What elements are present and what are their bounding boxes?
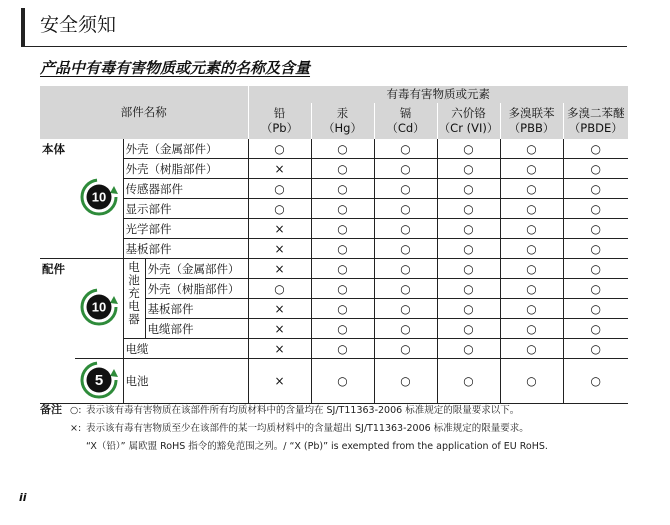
value-cell: ○ (248, 279, 311, 299)
value-cell: ○ (437, 139, 500, 159)
value-cell: × (248, 259, 311, 279)
value-cell: × (248, 319, 311, 339)
value-cell: ○ (500, 339, 563, 359)
value-cell: × (248, 219, 311, 239)
value-cell: ○ (437, 299, 500, 319)
value-cell: ○ (563, 319, 628, 339)
table-row (40, 239, 628, 259)
value-cell: × (248, 239, 311, 259)
value-cell: ○ (311, 219, 374, 239)
value-cell: × (248, 359, 311, 404)
table-row (40, 359, 628, 404)
value-cell: ○ (437, 259, 500, 279)
value-cell: ○ (311, 299, 374, 319)
part-name: 外壳（金属部件） (145, 259, 248, 279)
svg-text:10: 10 (91, 189, 106, 205)
svg-text:5: 5 (94, 371, 103, 389)
value-cell: ○ (437, 319, 500, 339)
value-cell: ○ (500, 279, 563, 299)
part-name: 传感器部件 (123, 179, 248, 199)
value-cell: ○ (311, 179, 374, 199)
value-cell: ○ (437, 179, 500, 199)
part-name: 外壳（树脂部件） (123, 159, 248, 179)
header-accent-bar (21, 8, 25, 46)
value-cell: ○ (563, 179, 628, 199)
notes-section (40, 401, 660, 456)
value-cell: ○ (500, 299, 563, 319)
substances-header: 有毒有害物质或元素 (248, 86, 628, 103)
value-cell: ○ (563, 239, 628, 259)
value-cell: ○ (374, 239, 437, 259)
note-exemption (40, 438, 660, 456)
value-cell: ○ (248, 179, 311, 199)
substance-header-cadmium: 镉 （Cd） (374, 103, 437, 139)
value-cell: ○ (437, 279, 500, 299)
battery-charger-label: 电 池 充 电 器 (123, 259, 145, 339)
eco-period-10-logo (75, 139, 123, 259)
value-cell: ○ (500, 199, 563, 219)
value-cell: ○ (311, 159, 374, 179)
value-cell: ○ (437, 159, 500, 179)
value-cell: ○ (563, 279, 628, 299)
part-name: 显示部件 (123, 199, 248, 219)
value-cell: ○ (563, 339, 628, 359)
note-circle (40, 401, 660, 420)
value-cell: ○ (500, 259, 563, 279)
value-cell: ○ (374, 219, 437, 239)
value-cell: ○ (374, 159, 437, 179)
value-cell: × (248, 299, 311, 319)
value-cell: ○ (500, 359, 563, 404)
value-cell: ○ (248, 139, 311, 159)
value-cell: ○ (437, 339, 500, 359)
value-cell: ○ (374, 199, 437, 219)
page-title: 安全须知 (40, 14, 117, 36)
note-cross (40, 420, 660, 438)
value-cell: ○ (374, 259, 437, 279)
part-name: 基板部件 (123, 239, 248, 259)
circle-symbol: ○: (70, 405, 82, 416)
eco-period-5-logo (75, 359, 123, 404)
cross-symbol: ×: (70, 423, 82, 434)
value-cell: ○ (500, 159, 563, 179)
value-cell: ○ (311, 239, 374, 259)
substance-header-pbb: 多溴联苯 （PBB） (500, 103, 563, 139)
value-cell: × (248, 339, 311, 359)
value-cell: ○ (563, 299, 628, 319)
value-cell: ○ (437, 359, 500, 404)
table-row (40, 139, 628, 159)
table-row (40, 259, 628, 279)
value-cell: ○ (563, 159, 628, 179)
value-cell: ○ (563, 139, 628, 159)
value-cell: ○ (374, 299, 437, 319)
substance-header-pbde: 多溴二苯醚 （PBDE） (563, 103, 628, 139)
recycle-icon (79, 287, 119, 327)
value-cell: ○ (437, 219, 500, 239)
value-cell: ○ (374, 319, 437, 339)
part-name: 电缆部件 (145, 319, 248, 339)
value-cell: ○ (311, 199, 374, 219)
value-cell: ○ (311, 319, 374, 339)
value-cell: ○ (437, 199, 500, 219)
value-cell: × (248, 159, 311, 179)
circle-note-text: 表示该有毒有害物质在该部件所有均质材料中的含量均在 SJ/T11363-2006 标准规定的限量要求以下。 (86, 405, 520, 416)
value-cell: ○ (563, 259, 628, 279)
section-title: 产品中有毒有害物质或元素的名称及含量 (40, 59, 311, 77)
svg-text:10: 10 (91, 299, 106, 315)
value-cell: ○ (500, 179, 563, 199)
substance-header-chromium: 六价铬 （Cr (VI)） (437, 103, 500, 139)
eco-period-10-logo (75, 259, 123, 359)
value-cell: ○ (311, 359, 374, 404)
value-cell: ○ (311, 139, 374, 159)
value-cell: ○ (437, 239, 500, 259)
value-cell: ○ (374, 279, 437, 299)
value-cell: ○ (500, 139, 563, 159)
value-cell: ○ (374, 179, 437, 199)
exemption-note-text: “X（铅）” 属欧盟 RoHS 指令的豁免范围之列。/ “X (Pb)” is exempted from the application of EU RoHS. (86, 441, 548, 452)
table-row (40, 159, 628, 179)
value-cell: ○ (311, 259, 374, 279)
part-name: 外壳（树脂部件） (145, 279, 248, 299)
part-name: 电池 (123, 359, 248, 404)
header-rule (21, 46, 627, 47)
hazardous-substances-table (40, 86, 628, 404)
substance-header-mercury: 汞 （Hg） (311, 103, 374, 139)
value-cell: ○ (500, 219, 563, 239)
value-cell: ○ (563, 199, 628, 219)
table-row (40, 339, 628, 359)
part-name: 电缆 (123, 339, 248, 359)
value-cell: ○ (563, 219, 628, 239)
recycle-icon (79, 177, 119, 217)
page-number: ii (19, 491, 27, 504)
part-name: 光学部件 (123, 219, 248, 239)
table-row (40, 219, 628, 239)
value-cell: ○ (500, 319, 563, 339)
group-label-body: 本体 (40, 139, 75, 259)
value-cell: ○ (374, 359, 437, 404)
substance-header-lead: 铅 （Pb） (248, 103, 311, 139)
part-name: 外壳（金属部件） (123, 139, 248, 159)
value-cell: ○ (500, 239, 563, 259)
value-cell: ○ (248, 199, 311, 219)
group-label-accessories: 配件 (40, 259, 75, 404)
value-cell: ○ (374, 139, 437, 159)
cross-note-text: 表示该有毒有害物质至少在该部件的某一均质材料中的含量超出 SJ/T11363-2006 标准规定的限量要求。 (86, 423, 529, 434)
value-cell: ○ (311, 279, 374, 299)
table-row (40, 199, 628, 219)
part-name: 基板部件 (145, 299, 248, 319)
part-name-header: 部件名称 (40, 86, 248, 139)
notes-label: 备注 (40, 403, 62, 416)
value-cell: ○ (311, 339, 374, 359)
table-row (40, 179, 628, 199)
value-cell: ○ (563, 359, 628, 404)
value-cell: ○ (374, 339, 437, 359)
recycle-icon (79, 360, 119, 400)
